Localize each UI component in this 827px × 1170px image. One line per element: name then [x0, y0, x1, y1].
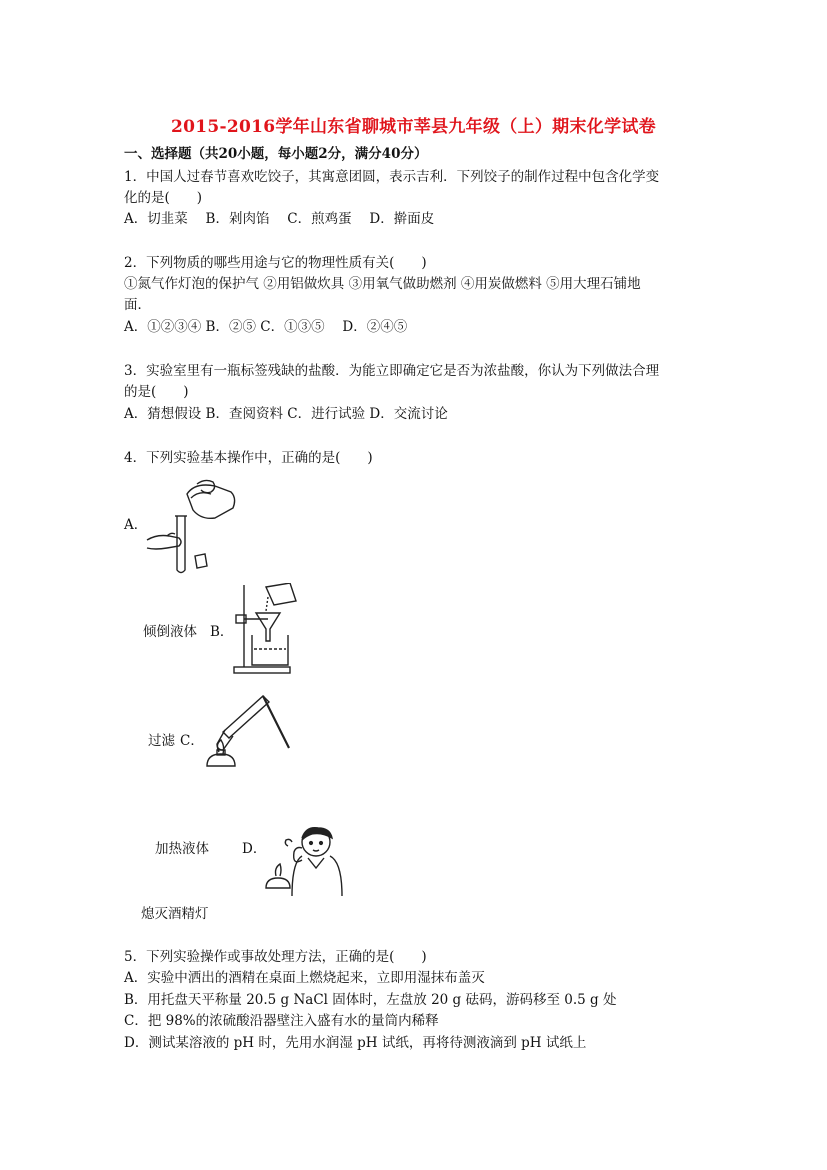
q2-options: A．①②③④ B．②⑤ C．①③⑤ D．②④⑤ [124, 319, 408, 335]
pour-liquid-figure [145, 478, 240, 576]
q3-stem-line2: 的是( ) [124, 384, 189, 400]
q4-option-c-label: C． [180, 733, 204, 749]
filtration-figure [228, 583, 300, 675]
q3-stem-line1: 3．实验室里有一瓶标签残缺的盐酸．为能立即确定它是否为浓盐酸，你认为下列做法合理 [124, 363, 660, 379]
q4-stem: 4．下列实验基本操作中，正确的是( ) [124, 450, 373, 466]
exam-title: 2015-2016学年山东省聊城市莘县九年级（上）期末化学试卷 [171, 117, 656, 137]
q5-option-a: A．实验中洒出的酒精在桌面上燃烧起来，立即用湿抹布盖灭 [124, 970, 485, 986]
q1-stem-line2: 化的是( ) [124, 190, 203, 206]
q3-options: A．猜想假设 B．查阅资料 C．进行试验 D．交流讨论 [124, 406, 448, 422]
q4-option-a-label: A． [124, 517, 148, 533]
q4-caption-d: 熄灭酒精灯 [141, 906, 209, 922]
section-heading: 一、选择题（共20小题，每小题2分，满分40分） [124, 146, 428, 162]
q4-option-d-label: D． [242, 841, 267, 857]
q4-caption-b: 过滤 [148, 733, 175, 749]
heating-liquid-figure [203, 692, 295, 770]
q1-stem-line1: 1．中国人过春节喜欢吃饺子，其寓意团圆，表示吉利．下列饺子的制作过程中包含化学变 [124, 169, 660, 185]
extinguish-lamp-figure [262, 826, 354, 896]
q2-items-line1: ①氮气作灯泡的保护气 ②用铝做炊具 ③用氧气做助燃剂 ④用炭做燃料 ⑤用大理石铺地 [124, 276, 641, 292]
q4-option-b-label: B． [210, 624, 234, 640]
q4-caption-a: 倾倒液体 [143, 624, 197, 640]
q5-option-b: B．用托盘天平称量 20.5 g NaCl 固体时，左盘放 20 g 砝码，游码移至 0.5 g 处 [124, 992, 617, 1008]
q1-options: A．切韭菜 B．剁肉馅 C．煎鸡蛋 D．擀面皮 [124, 211, 435, 227]
q2-stem: 2．下列物质的哪些用途与它的物理性质有关( ) [124, 255, 427, 271]
q5-option-c: C．把 98%的浓硫酸沿器壁注入盛有水的量筒内稀释 [124, 1013, 439, 1029]
q5-option-d: D．测试某溶液的 pH 时，先用水润湿 pH 试纸，再将待测液滴到 pH 试纸上 [124, 1035, 587, 1051]
q4-caption-c: 加热液体 [155, 841, 209, 857]
q2-items-line2: 面． [124, 297, 151, 313]
q5-stem: 5．下列实验操作或事故处理方法，正确的是( ) [124, 949, 427, 965]
